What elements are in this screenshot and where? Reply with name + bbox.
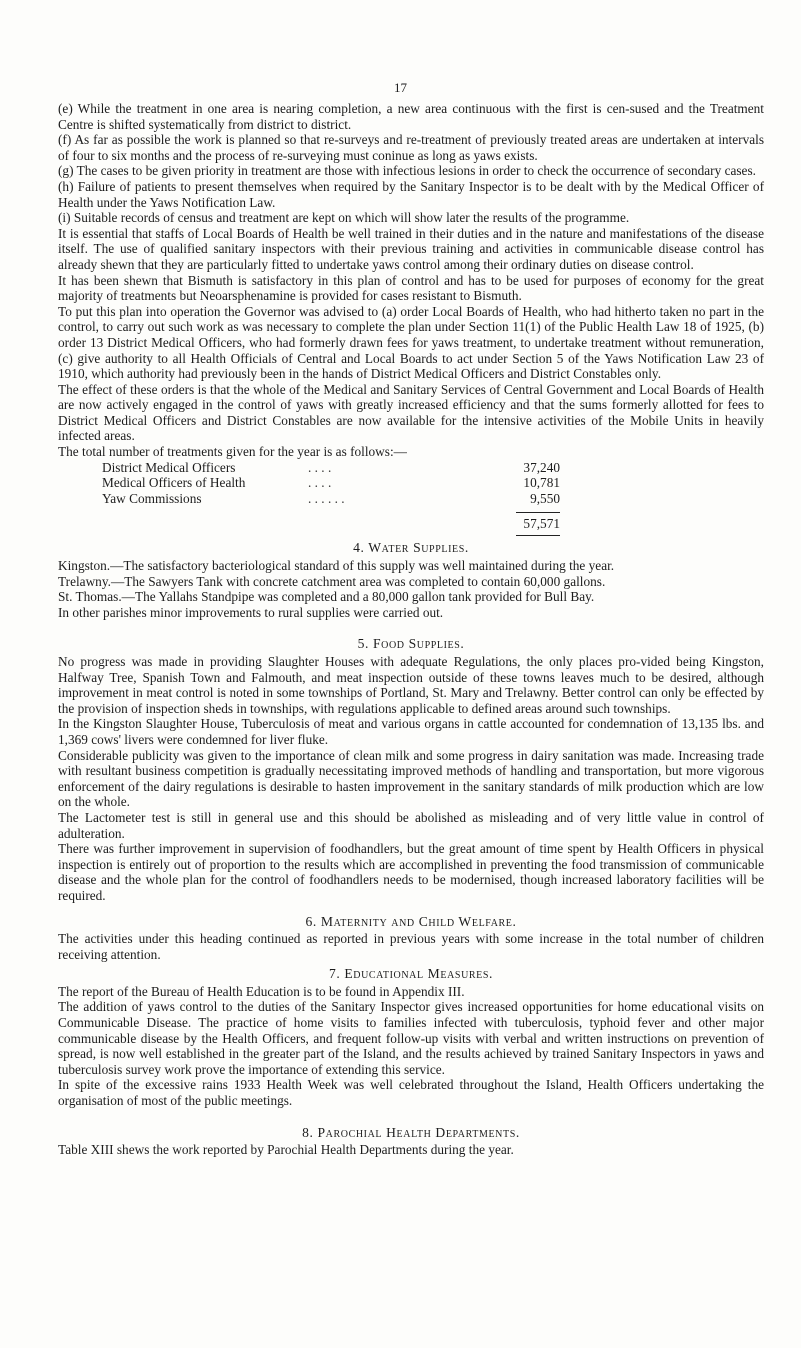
paragraph-kingston-water: Kingston.—The satisfactory bacteriological standard of this supply was well maintained during the year. <box>58 558 615 574</box>
heading-parochial: 8. Parochial Health Departments. <box>302 1124 520 1140</box>
treatments-table <box>102 460 560 507</box>
paragraph-effect: The effect of these orders is that the whole of the Medical and Sanitary Services of Central Government and Local Boards of Health are now actively engaged in the control of yaws with greatly increased efficiency and that the sums formerly allotted for fees to District Medical Officers and District Constables are now available for the intensive activities of the Mobile Units in heavily infected areas. <box>58 381 764 444</box>
treatment-value: 37,240 <box>523 459 560 475</box>
heading-food-supplies: 5. Food Supplies. <box>357 636 465 652</box>
heading-maternity: 6. Maternity and Child Welfare. <box>305 913 517 929</box>
paragraph-g: (g) The cases to be given priority in treatment are those with infectious lesions in order to check the occurrence of secondary cases. <box>58 163 756 179</box>
treatment-value: 10,781 <box>523 475 560 491</box>
page-number: 17 <box>394 80 407 95</box>
paragraph-f: (f) As far as possible the work is planned so that re-surveys and re-treatment of previously treated areas are undertaken at intervals of four to six months and the process of re-surveying must coninue as long as yaws exists. <box>58 132 764 163</box>
paragraph-other-parishes: In other parishes minor improvements to rural supplies were carried out. <box>58 604 444 620</box>
paragraph-food-3: Considerable publicity was given to the importance of clean milk and some progress in dairy sanitation was made. Increasing trade with resultant business competition is gradually necessitating improved methods of handling and transportation, but more vigorous enforcement of the dairy regulations is desirable to hasten improvement in the sanitary standards of milk production which are low on the whole. <box>58 747 764 810</box>
paragraph-operation: To put this plan into operation the Governor was advised to (a) order Local Boards of Health, who had hitherto taken no part in the control, to carry out such work as was necessary to complete the plan under Section 11(1) of the Public Health Law 18 of 1925, (b) order 13 District Medical Officers, who had formerly drawn fees for yaws treatment, to undertake treatment without remuneration, (c) give authority to all Health Officials of Central and Local Boards to act under Section 5 of the Yaws Notification Law 23 of 1910, which authority had previously been in the hands of District Medical Officers and District Constables only. <box>58 303 764 382</box>
paragraph-h: (h) Failure of patients to present themselves when required by the Sanitary Inspector is to be dealt with by the Medical Officer of Health under the Yaws Notification Law. <box>58 178 764 210</box>
leader-dots: . . . . . . <box>308 490 345 506</box>
paragraph-parochial: Table XIII shews the work reported by Parochial Health Departments during the year. <box>58 1142 514 1158</box>
heading-educational: 7. Educational Measures. <box>328 966 494 982</box>
paragraph-total-intro: The total number of treatments given for the year is as follows:— <box>58 444 407 460</box>
treatment-label: District Medical Officers <box>102 459 236 475</box>
leader-dots: . . . . <box>308 475 332 491</box>
paragraph-i: (i) Suitable records of census and treatment are kept on which will show later the results of the programme. <box>58 210 630 226</box>
paragraph-food-4: The Lactometer test is still in general use and this should be abolished as misleading and of very little value in control of adulteration. <box>58 809 764 841</box>
paragraph-trelawny-water: Trelawny.—The Sawyers Tank with concrete catchment area was completed to contain 60,000 gallons. <box>58 573 606 589</box>
heading-water-supplies: 4. Water Supplies. <box>353 540 469 556</box>
treatment-label: Yaw Commissions <box>102 490 202 506</box>
total-rule-bottom <box>516 535 560 536</box>
paragraph-edu-3: In spite of the excessive rains 1933 Health Week was well celebrated throughout the Island, Health Officers undertaking the organisation of most of the public meetings. <box>58 1077 764 1109</box>
leader-dots: . . . . <box>308 459 332 475</box>
treatment-value: 9,550 <box>530 490 560 506</box>
paragraph-bismuth: It has been shewn that Bismuth is satisfactory in this plan of control and has to be used for purposes of economy for the great majority of treatments but Neoarsphenamine is provided for cases resistant to Bismuth. <box>58 272 764 304</box>
paragraph-edu-1: The report of the Bureau of Health Education is to be found in Appendix III. <box>58 983 465 999</box>
paragraph-staffs: It is essential that staffs of Local Boards of Health be well trained in their duties and in the nature and manifestations of the disease itself. The use of qualified sanitary inspectors with their previous training and activities in communicable disease control has already shewn that they are particularly fitted to undertake yaws control among their ordinary duties on disease control. <box>58 225 764 272</box>
table-row <box>102 475 560 491</box>
table-row <box>102 491 560 507</box>
paragraph-e: (e) While the treatment in one area is nearing completion, a new area continuous with the first is cen-sused and the Treatment Centre is shifted systematically from district to district. <box>58 101 764 132</box>
paragraph-food-1: No progress was made in providing Slaughter Houses with adequate Regulations, the only places pro-vided being Kingston, Halfway Tree, Spanish Town and Falmouth, and meat inspection outside of these towns leaves much to be desired, although improvement in meat control is noted in some townships of Portland, St. Mary and Trelawny. Better control can only be effected by the provision of inspection sheds in townships, with regulations applicable to defined areas around such townships. <box>58 654 764 716</box>
document-body <box>58 101 764 1158</box>
paragraph-edu-2: The addition of yaws control to the duties of the Sanitary Inspector gives increased opportunities for home educational visits on Communicable Disease. The practice of home visits to families infected with tuberculosis, typhoid fever and other major communicable disease by the Health Officers, and frequent follow-up visits with verbal and written instructions on prevention of spread, is now well established in the greater part of the Island, and the results achieved by trained Sanitary Inspectors in yaws and tuberculosis survey work prove the importance of extending this service. <box>58 999 764 1077</box>
paragraph-maternity: The activities under this heading continued as reported in previous years with some increase in the total number of children receiving attention. <box>58 931 764 962</box>
treatments-total: 57,571 <box>523 516 560 532</box>
paragraph-food-5: There was further improvement in supervision of foodhandlers, but the great amount of time spent by Health Officers in physical inspection is entirely out of proportion to the results which are accomplished in preventing the food transmission of communicable disease and the whole plan for the control of foodhandlers needs to be modernised, though increased laboratory facilities will be required. <box>58 841 764 903</box>
paragraph-st-thomas-water: St. Thomas.—The Yallahs Standpipe was completed and a 80,000 gallon tank provided for Bull Bay. <box>58 589 595 605</box>
treatment-label: Medical Officers of Health <box>102 475 246 491</box>
table-row <box>102 460 560 476</box>
paragraph-food-2: In the Kingston Slaughter House, Tuberculosis of meat and various organs in cattle accounted for condemnation of 13,135 lbs. and 1,369 cows' livers were condemned for liver fluke. <box>58 716 764 747</box>
